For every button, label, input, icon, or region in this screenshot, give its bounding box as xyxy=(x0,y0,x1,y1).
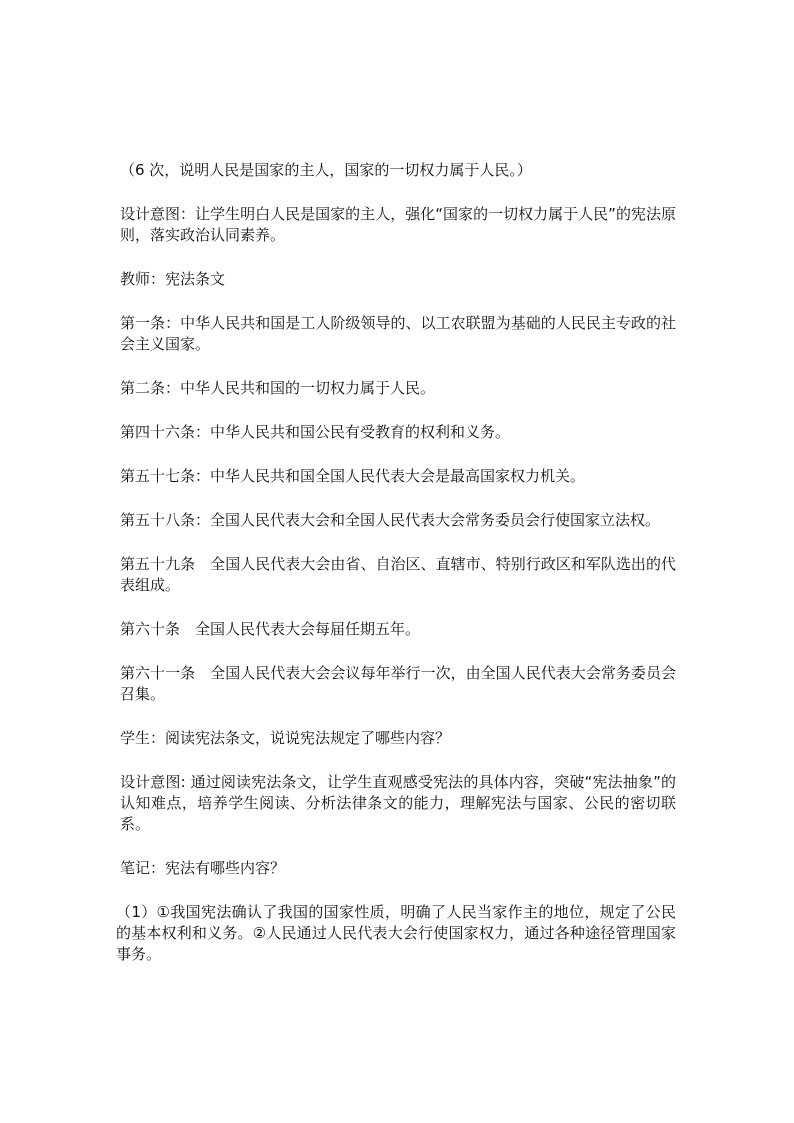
paragraph-article-2: 第二条：中华人民共和国的一切权力属于人民。 xyxy=(120,379,436,397)
paragraph-notes-point-1: （1）①我国宪法确认了我国的国家性质，明确了人民当家作主的地位，规定了公民的基本权利和义务。②人民通过人民代表大会行使国家权力，通过各种途径管理国家事务。 xyxy=(116,903,676,963)
paragraph-article-57: 第五十七条：中华人民共和国全国人民代表大会是最高国家权力机关。 xyxy=(120,467,586,485)
paragraph-teacher-articles: 教师：宪法条文 xyxy=(120,270,226,288)
paragraph-article-61: 第六十一条 全国人民代表大会会议每年举行一次，由全国人民代表大会常务委员会召集。 xyxy=(120,664,676,703)
paragraph-article-58: 第五十八条：全国人民代表大会和全国人民代表大会常务委员会行使国家立法权。 xyxy=(120,511,661,529)
paragraph-article-59: 第五十九条 全国人民代表大会由省、自治区、直辖市、特别行政区和军队选出的代表组成。 xyxy=(120,555,676,594)
paragraph-article-46: 第四十六条：中华人民共和国公民有受教育的权利和义务。 xyxy=(120,423,511,441)
document-page xyxy=(116,160,676,988)
paragraph-article-1: 第一条：中华人民共和国是工人阶级领导的、以工农联盟为基础的人民民主专政的社会主义国家。 xyxy=(120,314,676,353)
paragraph-note-six-times: （6 次，说明人民是国家的主人，国家的一切权力属于人民。） xyxy=(120,161,532,179)
paragraph-article-60: 第六十条 全国人民代表大会每届任期五年。 xyxy=(120,620,421,638)
paragraph-design-intent-2: 设计意图: 通过阅读宪法条文，让学生直观感受宪法的具体内容，突破“宪法抽象”的认知难点，培养学生阅读、分析法律条文的能力，理解宪法与国家、公民的密切联系。 xyxy=(120,773,676,833)
paragraph-notes-heading: 笔记：宪法有哪些内容？ xyxy=(120,859,286,877)
paragraph-student-question: 学生：阅读宪法条文，说说宪法规定了哪些内容？ xyxy=(120,729,451,747)
paragraph-design-intent-1: 设计意图：让学生明白人民是国家的主人，强化“国家的一切权力属于人民”的宪法原则，落实政治认同素养。 xyxy=(120,205,676,244)
